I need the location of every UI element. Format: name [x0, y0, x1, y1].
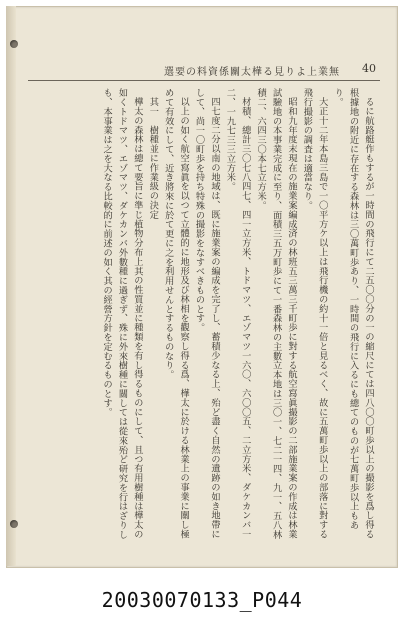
paragraph: 昭和九年度末現在の施業案編成済の林班五三萬三千町歩に對する航空寫眞撮影の二部施業案の作成は林業試驗地の本事業完成に至り、面積三五万町歩にて一番森林の主數立本地は三〇一、七二一四、九一、五八林積二、六四三〇本七立方米。: [255, 88, 297, 540]
paragraph: 材積、總計三〇七八四七、四一立方米、トドマツ、エゾマツ一六〇、六〇〇五、二立方米、ダケカンバ一二、一九七三三立方米。: [224, 88, 251, 539]
page-header: [28, 62, 380, 81]
binding-hole: [10, 520, 18, 528]
image-caption: 20030070133_P044: [101, 588, 303, 612]
paragraph: るに航路艇作もするが一時間の飛行にて二五〇〇分の一の縮尺にては四八〇〇町歩以上の撮影を爲し得る根據地の附近に存在する森林は三〇萬町歩あり、一時間の飛行に入るにも總てのものが七萬町歩以上もあり。: [332, 88, 374, 539]
section-heading: 其一 樹種並に作業級の決定: [147, 97, 159, 220]
page-number: 40: [362, 62, 376, 75]
body-text: [26, 88, 376, 548]
binding-hole: [10, 40, 18, 48]
paragraph: 大正十二年本島三島で一〇平方ケ以上は飛行機の約十一倍と見るべく、故に五萬町歩以上の部落に對する飛行撮影の調査は適當なり。: [301, 88, 328, 539]
paragraph: 樺太の森林は總て要旨に準じ植物分布上其の性質並に種類を有し得るものにして、且つ有用樹種は樺太の如くトドマツ、エゾマツ、ダケカンバ外數種に過ぎず、殊に外來樹種に關しては從來殆ど研究を行はざりしも、本事業は之を大なる比較的に前述の如く其の經營方針を定むるものとす。: [101, 88, 143, 540]
paragraph: 四七度二分以南の地域は、既に施業案の編成を完了し、蓄積少なる上、殆ど盡く自然の遺跡の如き地帶にして、尚一〇町歩を持ち特殊の撮影をなすべきものとす。: [193, 88, 220, 539]
running-title: 選要の料資係關太樺る見りよ上業無: [164, 67, 340, 78]
page-binding-edge: [6, 6, 16, 566]
paragraph: 以上の如く航空寫眞を以つて立體的に地形及び林相を觀察し得る爲、樺太に於ける林業上の事業に關し極めて有效にして、近き將來に於て更に之を利用せんとするものなり。: [162, 88, 190, 539]
